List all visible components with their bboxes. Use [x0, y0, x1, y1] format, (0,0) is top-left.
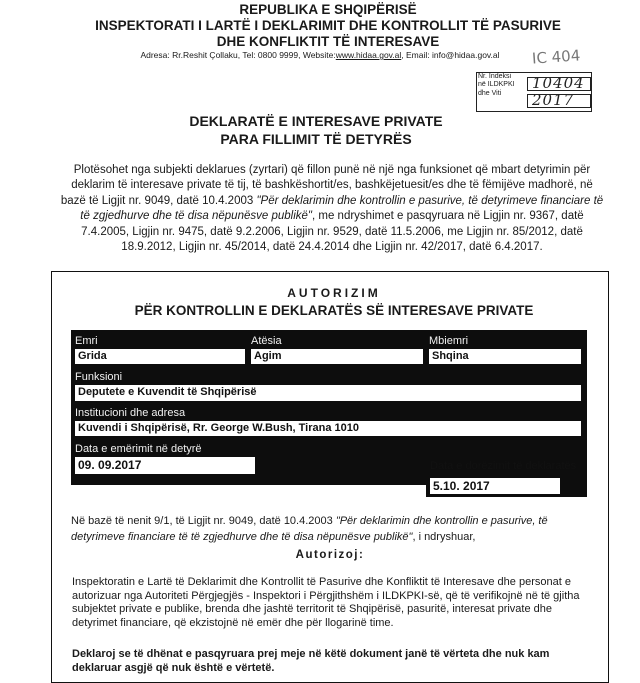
name-field[interactable]: Grida [75, 349, 245, 364]
index-box [476, 72, 592, 112]
header-conflict: DHE KONFLIKTIT TË INTERESAVE [216, 34, 440, 49]
surname-field[interactable]: Shqina [429, 349, 581, 364]
index-box-label: Nr. Indeksi në ILDKPKI dhe Viti [478, 73, 515, 97]
submission-date-block [426, 460, 587, 501]
document-title: DEKLARATË E INTERESAVE PRIVATE [189, 113, 443, 129]
institution-field[interactable]: Kuvendi i Shqipërisë, Rr. George W.Bush, Tirana 1010 [75, 421, 581, 436]
index-number-field: 10404 [527, 77, 591, 91]
authorize-heading: Autorizoj: [295, 549, 365, 561]
authorization-box [51, 271, 609, 683]
institution-label: Institucioni dhe adresa [75, 407, 186, 419]
father-name-label: Atësia [251, 335, 282, 347]
appointment-date-label: Data e emërimit në detyrë [75, 443, 202, 455]
authorization-heading: AUTORIZIM [287, 286, 381, 300]
header-address: Adresa: Rr.Reshit Çollaku, Tel: 0800 9999, Website:www.hidaa.gov.al, Email: info@hidaa.gov.al [140, 50, 500, 60]
header-republic: REPUBLIKA E SHQIPËRISË [239, 2, 417, 17]
website-link[interactable]: www.hidaa.gov.al [335, 50, 402, 60]
submission-date-frame [426, 475, 587, 497]
father-name-field[interactable]: Agim [251, 349, 423, 364]
name-label: Emri [75, 335, 98, 347]
function-label: Funksioni [75, 371, 123, 383]
submission-date-label: Data e dorëzimit të deklaratës [430, 460, 577, 472]
surname-label: Mbiemri [429, 335, 469, 347]
document-subtitle: PARA FILLIMIT TË DETYRËS [220, 131, 412, 147]
handwritten-note: IC 404 [531, 46, 581, 68]
declaration-statement: Deklaroj se të dhënat e pasqyruara prej meje në këtë dokument janë të vërteta dhe nuk kam deklaruar asgjë që nuk është e vërtetë. [72, 648, 550, 674]
authorization-subheading: PËR KONTROLLIN E DEKLARATËS SË INTERESAVE PRIVATE [134, 303, 534, 318]
header-inspectorate: INSPEKTORATI I LARTË I DEKLARIMIT DHE KONTROLLIT TË PASURIVE [95, 18, 561, 33]
legal-basis-paragraph: Në bazë të nenit 9/1, të Ligjit nr. 9049, datë 10.4.2003 "Për deklarimin dhe kontrollin e pasurive, të detyrimeve financiare të të zgjedhurve dhe të disa nëpunësve publikë", i ndryshuar, [71, 515, 548, 543]
index-year-field: 2017 [527, 94, 591, 108]
intro-paragraph: Plotësohet nga subjekti deklarues (zyrtari) që fillon punë në një nga funksionet që mbart detyrimin për deklarim të interesave private të tij, të bashkëshortit/es, bashkëjetuesit/es dhe të fëmijëve madhorë, në bazë të Ligjit nr. 9049, datë 10.4.2003 "Për deklarimin dhe kontrollin e pasurive, të detyrimeve financiare të të zgjedhurve dhe të disa nëpunësve publikë", me ndryshimet e pasqyruara në Ligjin nr. 9367, datë 7.4.2005, Ligjin nr. 9475, datë 9.2.2006, Ligjin nr. 9529, datë 11.5.2006, me Ligjin nr. 85/2012, datë 18.9.2012, Ligjin nr. 45/2014, datë 24.4.2014 dhe Ligjin nr. 42/2017, datë 6.4.2017. [60, 164, 604, 254]
appointment-date-field[interactable]: 09. 09.2017 [75, 457, 255, 474]
function-field[interactable]: Deputete e Kuvendit të Shqipërisë [75, 385, 581, 401]
submission-date-field[interactable]: 5.10. 2017 [430, 478, 560, 494]
authorize-paragraph: Inspektoratin e Lartë të Deklarimit dhe Kontrollit të Pasurive dhe Konfliktit të Interesave dhe personat e autorizuar nga Autoriteti Përgjegjës - Inspektori i Përgjithshëm i ILDKPKI-së, që të verifikojnë në të gjitha subjektet private e publike, brenda dhe jashtë territorit të Shqipërisë, pasuritë, interesat private dhe detyrimet financiare, që ekzistojnë në emër dhe për llogarinë time. [72, 576, 580, 629]
